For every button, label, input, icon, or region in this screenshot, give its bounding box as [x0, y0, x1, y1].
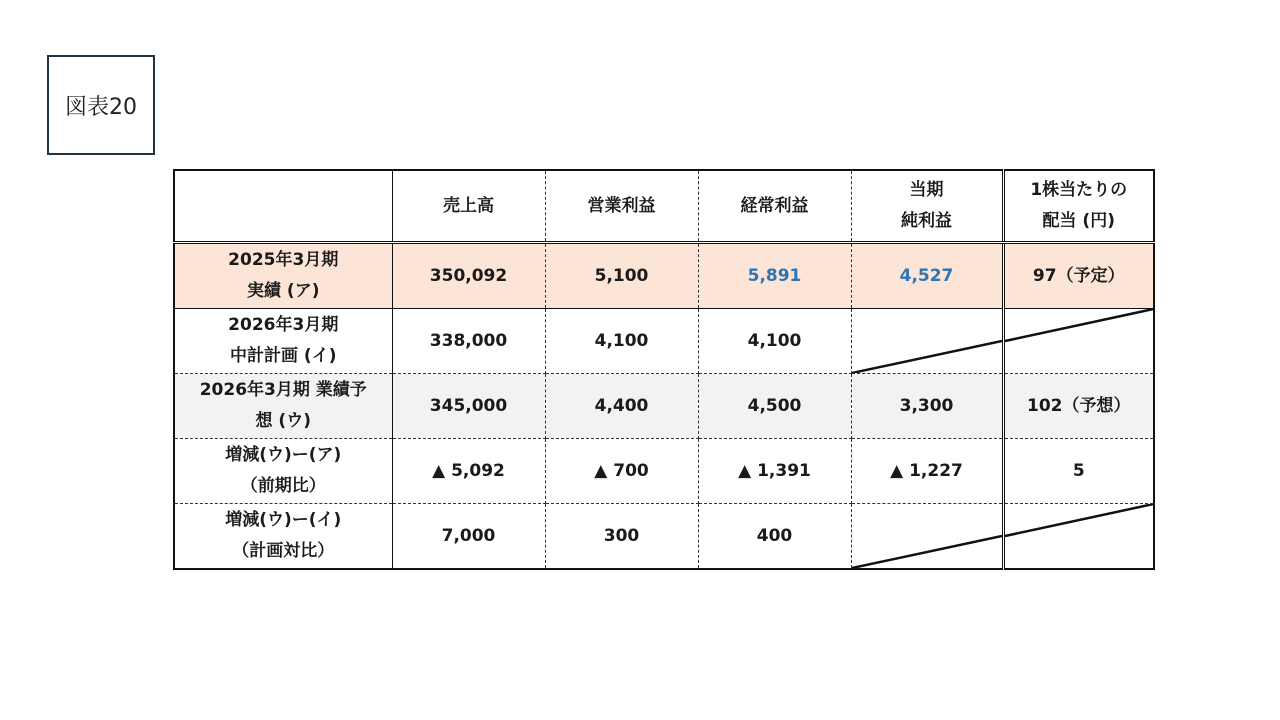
row-label-line1: 2026年3月期: [228, 315, 339, 336]
cell-dividend: 5: [1003, 439, 1154, 504]
cell-net-income: 3,300: [851, 374, 1003, 439]
header-net-income-line2: 純利益: [901, 211, 952, 231]
header-dividend-line1: 1株当たりの: [1030, 180, 1128, 201]
header-operating-profit: 営業利益: [545, 170, 698, 243]
cell-sales: ▲ 5,092: [392, 439, 545, 504]
results-table: [173, 169, 1155, 570]
cell-ordinary-profit: 400: [698, 504, 851, 570]
table-row: [174, 374, 1154, 439]
cell-ordinary-profit: 4,100: [698, 309, 851, 374]
header-corner: [174, 170, 392, 243]
cell-ordinary-profit: ▲ 1,391: [698, 439, 851, 504]
row-label-line1: 2025年3月期: [228, 250, 339, 271]
results-table-container: [173, 169, 1155, 570]
header-ordinary-profit: 経常利益: [698, 170, 851, 243]
cell-net-income: 4,527: [851, 243, 1003, 309]
diagonal-slash: [1005, 504, 1154, 568]
row-label-line1: 増減(ウ)ー(イ): [225, 510, 342, 531]
table-row: [174, 504, 1154, 570]
cell-operating-profit: 4,400: [545, 374, 698, 439]
row-label: [174, 374, 392, 439]
figure-label: 図表20: [47, 55, 155, 155]
row-label-line2: （計画対比）: [232, 541, 335, 561]
diagonal-slash: [852, 309, 1002, 373]
table-row: [174, 309, 1154, 374]
row-label-line2: （前期比）: [240, 476, 326, 496]
cell-net-income: ▲ 1,227: [851, 439, 1003, 504]
cell-sales: 350,092: [392, 243, 545, 309]
row-label: [174, 439, 392, 504]
cell-operating-profit: 5,100: [545, 243, 698, 309]
cell-dividend-empty: [1003, 309, 1154, 374]
table-row: [174, 439, 1154, 504]
cell-ordinary-profit: 4,500: [698, 374, 851, 439]
row-label-line1: 2026年3月期 業績予: [199, 380, 367, 401]
cell-sales: 338,000: [392, 309, 545, 374]
cell-operating-profit: 300: [545, 504, 698, 570]
header-dividend-line2: 配当 (円): [1042, 211, 1115, 231]
row-label: [174, 243, 392, 309]
cell-ordinary-profit: 5,891: [698, 243, 851, 309]
row-label: [174, 309, 392, 374]
diagonal-slash: [852, 504, 1002, 568]
header-net-income-line1: 当期: [909, 180, 944, 201]
row-label-line1: 増減(ウ)ー(ア): [225, 445, 342, 466]
cell-dividend-empty: [1003, 504, 1154, 570]
diagonal-slash: [1005, 309, 1154, 373]
cell-dividend: 97（予定）: [1003, 243, 1154, 309]
cell-net-income-empty: [851, 504, 1003, 570]
cell-net-income-empty: [851, 309, 1003, 374]
header-net-income: [851, 170, 1003, 243]
row-label: [174, 504, 392, 570]
header-dividend: [1003, 170, 1154, 243]
table-row: [174, 243, 1154, 309]
row-label-line2: 中計計画 (イ): [230, 346, 337, 366]
header-row: [174, 170, 1154, 243]
cell-dividend: 102（予想）: [1003, 374, 1154, 439]
cell-sales: 345,000: [392, 374, 545, 439]
row-label-line2: 想 (ウ): [255, 411, 311, 431]
cell-operating-profit: ▲ 700: [545, 439, 698, 504]
cell-sales: 7,000: [392, 504, 545, 570]
row-label-line2: 実績 (ア): [247, 281, 320, 301]
header-sales: 売上高: [392, 170, 545, 243]
cell-operating-profit: 4,100: [545, 309, 698, 374]
